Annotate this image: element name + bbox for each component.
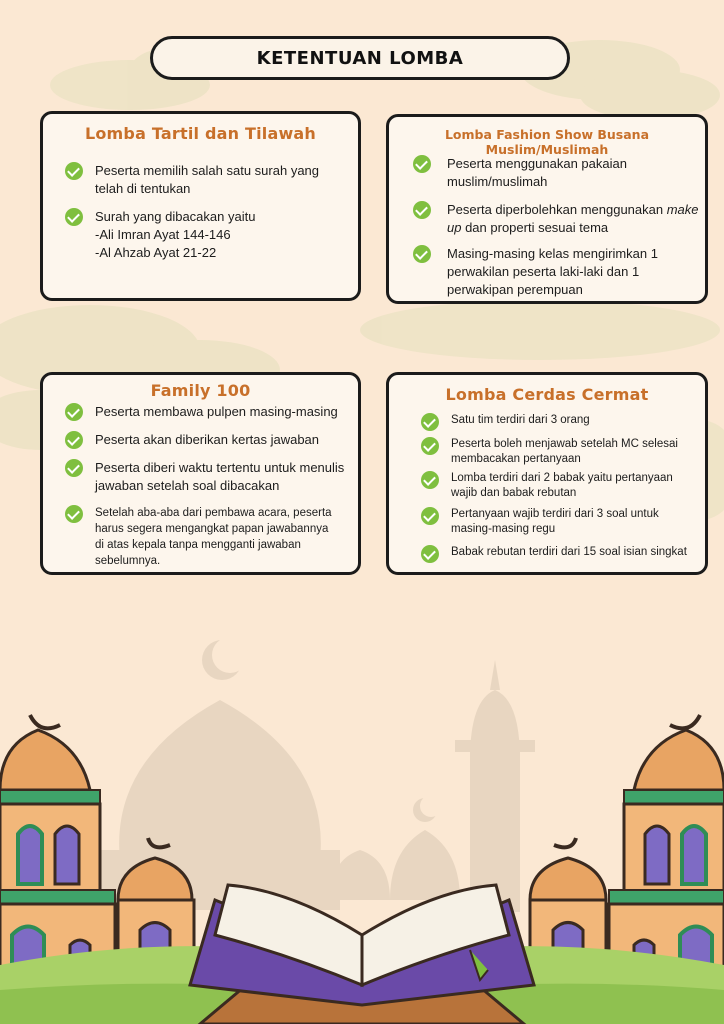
item-text: Babak rebutan terdiri dari 15 soal isian singkat [451,546,687,558]
card-heading: Lomba Cerdas Cermat [445,385,649,404]
check-circle-icon [65,162,83,180]
check-circle-icon [65,459,83,477]
item-text: Peserta akan diberikan kertas jawaban [95,432,320,447]
list-item [65,459,360,495]
list-item [421,545,706,563]
list-item [413,155,703,191]
list-item [65,208,355,262]
list-item [421,437,706,467]
item-text: Setelah aba-aba dari pembawa acara, peserta harus segera mengangkat papan jawabannya di atas kepala tanpa mengganti jawaban sebelumnya. [95,507,332,567]
list-item [413,201,703,237]
card-heading: Lomba Tartil dan Tilawah [84,124,317,143]
item-text: Peserta diperbolehkan menggunakan make up dan properti sesuai tema [447,202,699,235]
list-item [65,431,360,449]
check-circle-icon [421,437,439,455]
check-circle-icon [413,201,431,219]
check-circle-icon [65,403,83,421]
check-circle-icon [421,545,439,563]
page-title: KETENTUAN LOMBA [256,47,464,69]
card-heading: Family 100 [150,381,251,400]
check-circle-icon [65,431,83,449]
list-item [65,505,360,569]
check-circle-icon [413,155,431,173]
card-cerdas-cermat [386,372,708,575]
check-circle-icon [421,471,439,489]
item-text: Pertanyaan wajib terdiri dari 3 soal untuk masing-masing regu [451,508,659,535]
list-item [421,507,706,537]
list-item [65,403,360,421]
item-text: Peserta memilih salah satu surah yang telah di tentukan [95,163,320,196]
card-heading: Lomba Fashion Show Busana Muslim/Muslimah [444,127,650,157]
list-item [421,471,706,501]
item-text: Lomba terdiri dari 2 babak yaitu pertanyaan wajib dan babak rebutan [451,472,673,499]
right-mosque [530,715,724,974]
title-banner [150,36,570,80]
item-text: Masing-masing kelas mengirimkan 1 perwakilan peserta laki-laki dan 1 perwakipan perempuan [447,246,658,297]
item-text: Peserta diberi waktu tertentu untuk menulis jawaban setelah soal dibacakan [95,460,345,493]
check-circle-icon [421,507,439,525]
item-text: Peserta boleh menjawab setelah MC selesai membacakan pertanyaan [451,438,678,465]
check-circle-icon [65,208,83,226]
list-item [421,413,706,431]
card-family-100 [40,372,361,575]
list-item [65,162,355,198]
check-circle-icon [413,245,431,263]
item-text: Satu tim terdiri dari 3 orang [451,414,590,426]
item-text: Peserta membawa pulpen masing-masing [95,404,338,419]
list-item [413,245,703,299]
quran-book-icon [190,885,534,1024]
item-text: Peserta menggunakan pakaian muslim/muslimah [447,156,627,189]
card-fashion-show [386,114,708,304]
check-circle-icon [421,413,439,431]
item-text: Surah yang dibacakan yaitu -Ali Imran Ayat 144-146 -Al Ahzab Ayat 21-22 [95,209,256,260]
card-tartil-tilawah [40,111,361,301]
check-circle-icon [65,505,83,523]
